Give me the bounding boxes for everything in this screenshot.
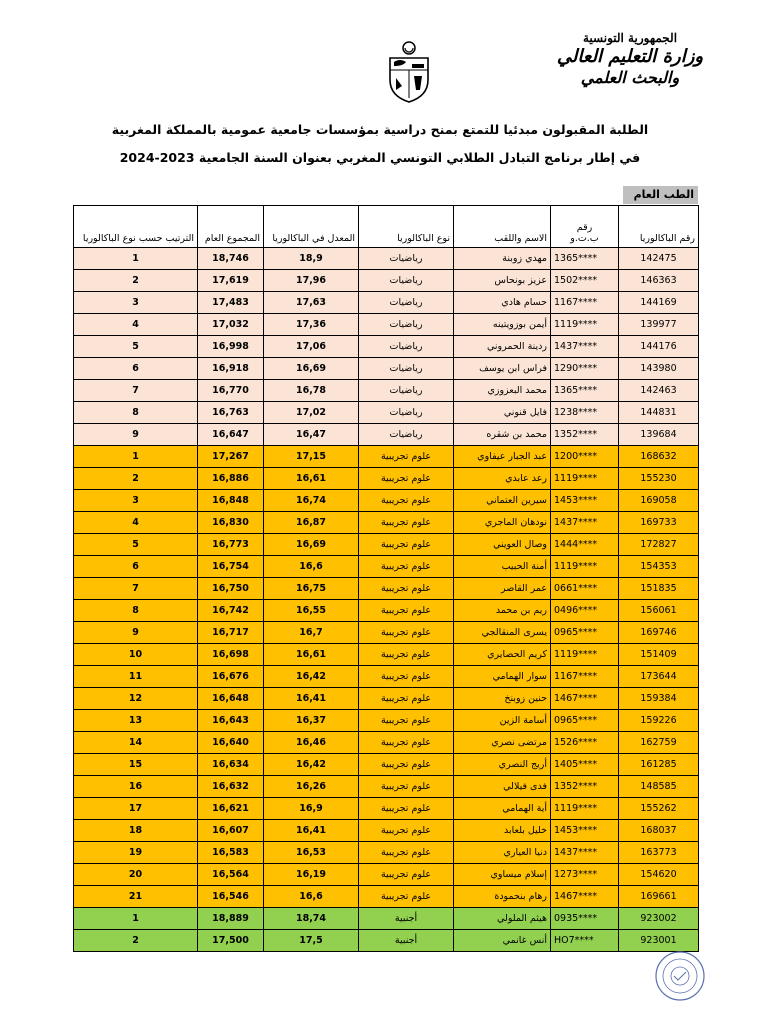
bac-type-cell: علوم تجريبية	[359, 666, 454, 688]
bac-number-cell: 161285	[619, 754, 699, 776]
table-row	[74, 380, 699, 402]
student-name-cell: أيمن بوزويتينه	[454, 314, 551, 336]
average-cell: 16,6	[264, 886, 359, 908]
table-row	[74, 248, 699, 270]
student-name-cell: فدى فيلالي	[454, 776, 551, 798]
bac-number-cell: 168037	[619, 820, 699, 842]
total-score-cell: 16,717	[198, 622, 264, 644]
total-score-cell: 18,746	[198, 248, 264, 270]
table-row	[74, 556, 699, 578]
rank-cell: 2	[74, 270, 198, 292]
table-row	[74, 446, 699, 468]
table-row	[74, 292, 699, 314]
total-score-cell: 16,742	[198, 600, 264, 622]
average-cell: 16,26	[264, 776, 359, 798]
average-cell: 16,7	[264, 622, 359, 644]
total-score-cell: 16,648	[198, 688, 264, 710]
table-row	[74, 314, 699, 336]
rank-cell: 7	[74, 578, 198, 600]
rank-cell: 8	[74, 600, 198, 622]
table-row	[74, 644, 699, 666]
id-number-cell: 1437****	[551, 336, 619, 358]
student-name-cell: سيرين العتماني	[454, 490, 551, 512]
rank-cell: 14	[74, 732, 198, 754]
bac-type-cell: رياضيات	[359, 314, 454, 336]
student-name-cell: إسلام ميساوي	[454, 864, 551, 886]
bac-type-cell: علوم تجريبية	[359, 644, 454, 666]
total-score-cell: 16,643	[198, 710, 264, 732]
bac-number-cell: 144169	[619, 292, 699, 314]
bac-type-cell: رياضيات	[359, 292, 454, 314]
total-score-cell: 16,754	[198, 556, 264, 578]
student-name-cell: عزيز بونحاس	[454, 270, 551, 292]
table-row	[74, 490, 699, 512]
bac-number-cell: 154353	[619, 556, 699, 578]
bac-type-cell: علوم تجريبية	[359, 446, 454, 468]
bac-number-cell: 142475	[619, 248, 699, 270]
student-name-cell: فراس ابن يوسف	[454, 358, 551, 380]
bac-number-cell: 154620	[619, 864, 699, 886]
average-cell: 16,41	[264, 820, 359, 842]
total-score-cell: 17,483	[198, 292, 264, 314]
bac-type-cell: علوم تجريبية	[359, 754, 454, 776]
id-number-cell: 1119****	[551, 644, 619, 666]
rank-cell: 4	[74, 314, 198, 336]
bac-type-cell: علوم تجريبية	[359, 820, 454, 842]
total-score-cell: 16,998	[198, 336, 264, 358]
bac-type-cell: أجنبية	[359, 908, 454, 930]
rank-cell: 19	[74, 842, 198, 864]
id-number-cell: 1502****	[551, 270, 619, 292]
id-number-cell: 0965****	[551, 622, 619, 644]
rank-cell: 20	[74, 864, 198, 886]
bac-number-cell: 148585	[619, 776, 699, 798]
bac-number-cell: 163773	[619, 842, 699, 864]
bac-number-cell: 173644	[619, 666, 699, 688]
bac-type-cell: رياضيات	[359, 270, 454, 292]
total-score-cell: 16,621	[198, 798, 264, 820]
average-cell: 17,02	[264, 402, 359, 424]
student-name-cell: أنس غانمي	[454, 930, 551, 952]
official-stamp-icon	[654, 950, 706, 1002]
rank-cell: 18	[74, 820, 198, 842]
id-number-cell: 1352****	[551, 424, 619, 446]
student-name-cell: عمر القاصر	[454, 578, 551, 600]
rank-cell: 3	[74, 490, 198, 512]
student-name-cell: ردينة الحمروني	[454, 336, 551, 358]
student-name-cell: حنين زوبنخ	[454, 688, 551, 710]
average-cell: 16,42	[264, 666, 359, 688]
id-number-cell: 1526****	[551, 732, 619, 754]
bac-number-cell: 168632	[619, 446, 699, 468]
total-score-cell: 16,830	[198, 512, 264, 534]
average-cell: 18,9	[264, 248, 359, 270]
rank-cell: 1	[74, 908, 198, 930]
average-cell: 16,87	[264, 512, 359, 534]
id-number-cell: 1119****	[551, 556, 619, 578]
bac-type-cell: علوم تجريبية	[359, 512, 454, 534]
bac-number-cell: 923001	[619, 930, 699, 952]
bac-number-cell: 156061	[619, 600, 699, 622]
total-score-cell: 16,886	[198, 468, 264, 490]
total-score-cell: 17,267	[198, 446, 264, 468]
total-score-cell: 16,607	[198, 820, 264, 842]
rank-cell: 4	[74, 512, 198, 534]
bac-type-cell: رياضيات	[359, 402, 454, 424]
ministry-line-2: والبحث العلمي	[580, 68, 680, 87]
average-cell: 16,37	[264, 710, 359, 732]
id-number-cell: 1405****	[551, 754, 619, 776]
student-name-cell: سوار الهمامي	[454, 666, 551, 688]
bac-number-cell: 169661	[619, 886, 699, 908]
bac-type-cell: علوم تجريبية	[359, 710, 454, 732]
table-row	[74, 622, 699, 644]
rank-cell: 16	[74, 776, 198, 798]
table-row	[74, 930, 699, 952]
student-name-cell: محمد بن شقره	[454, 424, 551, 446]
bac-type-cell: علوم تجريبية	[359, 468, 454, 490]
id-number-cell: 0935****	[551, 908, 619, 930]
average-cell: 16,42	[264, 754, 359, 776]
table-row	[74, 666, 699, 688]
bac-type-cell: علوم تجريبية	[359, 842, 454, 864]
id-number-cell: 1273****	[551, 864, 619, 886]
total-score-cell: 17,032	[198, 314, 264, 336]
ministry-line-1: وزارة التعليم العالي	[556, 46, 704, 67]
id-number-cell: 0965****	[551, 710, 619, 732]
bac-number-cell: 169058	[619, 490, 699, 512]
total-score-cell: 16,770	[198, 380, 264, 402]
id-number-cell: 1467****	[551, 688, 619, 710]
average-cell: 18,74	[264, 908, 359, 930]
bac-type-cell: علوم تجريبية	[359, 490, 454, 512]
id-number-cell: 1365****	[551, 380, 619, 402]
rank-cell: 11	[74, 666, 198, 688]
bac-type-cell: علوم تجريبية	[359, 600, 454, 622]
student-name-cell: أية الهمامي	[454, 798, 551, 820]
average-cell: 16,61	[264, 644, 359, 666]
total-score-cell: 16,763	[198, 402, 264, 424]
table-row	[74, 710, 699, 732]
average-cell: 16,6	[264, 556, 359, 578]
student-name-cell: محمد البعزوزي	[454, 380, 551, 402]
republic-label: الجمهورية التونسية	[582, 31, 678, 45]
rank-cell: 8	[74, 402, 198, 424]
id-number-cell: 0661****	[551, 578, 619, 600]
bac-type-cell: علوم تجريبية	[359, 732, 454, 754]
bac-type-cell: علوم تجريبية	[359, 578, 454, 600]
bac-number-cell: 159226	[619, 710, 699, 732]
student-name-cell: دنيا العياري	[454, 842, 551, 864]
bac-number-cell: 162759	[619, 732, 699, 754]
col-total: المجموع العام	[198, 206, 264, 248]
table-row	[74, 578, 699, 600]
total-score-cell: 16,546	[198, 886, 264, 908]
document-subtitle: في إطار برنامج التبادل الطلابي التونسي المغربي بعنوان السنة الجامعية 2023-2024	[119, 150, 641, 165]
bac-number-cell: 169733	[619, 512, 699, 534]
total-score-cell: 16,583	[198, 842, 264, 864]
average-cell: 16,75	[264, 578, 359, 600]
average-cell: 17,96	[264, 270, 359, 292]
table-row	[74, 688, 699, 710]
bac-type-cell: رياضيات	[359, 424, 454, 446]
rank-cell: 10	[74, 644, 198, 666]
bac-number-cell: 144176	[619, 336, 699, 358]
col-id-label-bottom: ب.ت.و	[570, 233, 599, 244]
col-id-number	[551, 206, 619, 248]
rank-cell: 5	[74, 336, 198, 358]
bac-number-cell: 139977	[619, 314, 699, 336]
id-number-cell: 1352****	[551, 776, 619, 798]
bac-type-cell: رياضيات	[359, 336, 454, 358]
total-score-cell: 17,619	[198, 270, 264, 292]
total-score-cell: 16,634	[198, 754, 264, 776]
bac-type-cell: علوم تجريبية	[359, 864, 454, 886]
student-name-cell: هيثم الملولي	[454, 908, 551, 930]
table-row	[74, 336, 699, 358]
id-number-cell: 1167****	[551, 666, 619, 688]
total-score-cell: 16,676	[198, 666, 264, 688]
rank-cell: 2	[74, 468, 198, 490]
total-score-cell: 16,750	[198, 578, 264, 600]
average-cell: 17,5	[264, 930, 359, 952]
average-cell: 16,47	[264, 424, 359, 446]
section-label: الطب العام	[623, 186, 698, 204]
total-score-cell: 17,500	[198, 930, 264, 952]
table-row	[74, 512, 699, 534]
id-number-cell: 1437****	[551, 512, 619, 534]
average-cell: 16,46	[264, 732, 359, 754]
col-bac-number: رقم الباكالوريا	[619, 206, 699, 248]
student-name-cell: رهام بنحمودة	[454, 886, 551, 908]
bac-type-cell: علوم تجريبية	[359, 886, 454, 908]
table-row	[74, 776, 699, 798]
bac-number-cell: 155230	[619, 468, 699, 490]
average-cell: 16,53	[264, 842, 359, 864]
id-number-cell: HO7****	[551, 930, 619, 952]
rank-cell: 6	[74, 358, 198, 380]
bac-number-cell: 144831	[619, 402, 699, 424]
table-row	[74, 864, 699, 886]
total-score-cell: 16,773	[198, 534, 264, 556]
rank-cell: 17	[74, 798, 198, 820]
student-name-cell: كريم الحصايري	[454, 644, 551, 666]
average-cell: 16,55	[264, 600, 359, 622]
table-row	[74, 468, 699, 490]
table-row	[74, 908, 699, 930]
bac-type-cell: أجنبية	[359, 930, 454, 952]
id-number-cell: 1467****	[551, 886, 619, 908]
student-name-cell: يسرى المنقالجي	[454, 622, 551, 644]
total-score-cell: 16,647	[198, 424, 264, 446]
id-number-cell: 1119****	[551, 798, 619, 820]
student-name-cell: عبد الجبار عيفاوي	[454, 446, 551, 468]
id-number-cell: 0496****	[551, 600, 619, 622]
bac-number-cell: 159384	[619, 688, 699, 710]
bac-number-cell: 143980	[619, 358, 699, 380]
bac-type-cell: رياضيات	[359, 358, 454, 380]
col-bac-type: نوع الباكالوريا	[359, 206, 454, 248]
rank-cell: 21	[74, 886, 198, 908]
id-number-cell: 1238****	[551, 402, 619, 424]
rank-cell: 13	[74, 710, 198, 732]
average-cell: 16,74	[264, 490, 359, 512]
rank-cell: 3	[74, 292, 198, 314]
rank-cell: 6	[74, 556, 198, 578]
table-row	[74, 402, 699, 424]
bac-number-cell: 151835	[619, 578, 699, 600]
table-row	[74, 842, 699, 864]
bac-number-cell: 923002	[619, 908, 699, 930]
id-number-cell: 1200****	[551, 446, 619, 468]
rank-cell: 12	[74, 688, 198, 710]
student-name-cell: رعد عابدي	[454, 468, 551, 490]
table-row	[74, 270, 699, 292]
student-name-cell: أمنة الحبيب	[454, 556, 551, 578]
bac-type-cell: علوم تجريبية	[359, 622, 454, 644]
average-cell: 17,36	[264, 314, 359, 336]
document-title: الطلبة المقبولون مبدئيا للتمتع بمنح دراسية بمؤسسات جامعية عمومية بالمملكة المغربية	[111, 122, 649, 137]
total-score-cell: 18,889	[198, 908, 264, 930]
bac-number-cell: 169746	[619, 622, 699, 644]
rank-cell: 1	[74, 446, 198, 468]
table-row	[74, 754, 699, 776]
bac-number-cell: 155262	[619, 798, 699, 820]
average-cell: 16,69	[264, 534, 359, 556]
id-number-cell: 1119****	[551, 314, 619, 336]
bac-number-cell: 172827	[619, 534, 699, 556]
col-rank: الترتيب حسب نوع الباكالوريا	[74, 206, 198, 248]
bac-type-cell: علوم تجريبية	[359, 776, 454, 798]
table-body	[74, 248, 699, 952]
id-number-cell: 1453****	[551, 820, 619, 842]
average-cell: 16,41	[264, 688, 359, 710]
student-name-cell: خليل بلعابد	[454, 820, 551, 842]
student-name-cell: وصال العويني	[454, 534, 551, 556]
rank-cell: 2	[74, 930, 198, 952]
average-cell: 16,69	[264, 358, 359, 380]
student-name-cell: نودهان الماجري	[454, 512, 551, 534]
bac-type-cell: رياضيات	[359, 248, 454, 270]
table-row	[74, 534, 699, 556]
rank-cell: 9	[74, 622, 198, 644]
id-number-cell: 1119****	[551, 468, 619, 490]
students-table	[73, 205, 699, 952]
bac-number-cell: 146363	[619, 270, 699, 292]
average-cell: 17,63	[264, 292, 359, 314]
student-name-cell: حسام هادي	[454, 292, 551, 314]
col-average: المعدل في الباكالوريا	[264, 206, 359, 248]
average-cell: 16,19	[264, 864, 359, 886]
table-header-row	[74, 206, 699, 248]
average-cell: 16,61	[264, 468, 359, 490]
total-score-cell: 16,632	[198, 776, 264, 798]
student-name-cell: أسامة الزين	[454, 710, 551, 732]
table-row	[74, 732, 699, 754]
bac-type-cell: علوم تجريبية	[359, 798, 454, 820]
student-name-cell: أريج النصري	[454, 754, 551, 776]
bac-type-cell: علوم تجريبية	[359, 534, 454, 556]
rank-cell: 15	[74, 754, 198, 776]
bac-type-cell: علوم تجريبية	[359, 556, 454, 578]
bac-type-cell: رياضيات	[359, 380, 454, 402]
rank-cell: 7	[74, 380, 198, 402]
id-number-cell: 1453****	[551, 490, 619, 512]
table-row	[74, 798, 699, 820]
table-row	[74, 358, 699, 380]
rank-cell: 5	[74, 534, 198, 556]
id-number-cell: 1167****	[551, 292, 619, 314]
student-name-cell: فايل قنوني	[454, 402, 551, 424]
total-score-cell: 16,918	[198, 358, 264, 380]
col-name: الاسم واللقب	[454, 206, 551, 248]
bac-number-cell: 142463	[619, 380, 699, 402]
total-score-cell: 16,564	[198, 864, 264, 886]
average-cell: 17,15	[264, 446, 359, 468]
bac-number-cell: 139684	[619, 424, 699, 446]
student-name-cell: مرتضى نصري	[454, 732, 551, 754]
total-score-cell: 16,848	[198, 490, 264, 512]
table-row	[74, 600, 699, 622]
id-number-cell: 1437****	[551, 842, 619, 864]
student-name-cell: مهدي زوبنة	[454, 248, 551, 270]
rank-cell: 1	[74, 248, 198, 270]
ministry-header	[540, 30, 720, 110]
total-score-cell: 16,640	[198, 732, 264, 754]
total-score-cell: 16,698	[198, 644, 264, 666]
average-cell: 17,06	[264, 336, 359, 358]
table-row	[74, 886, 699, 908]
rank-cell: 9	[74, 424, 198, 446]
id-number-cell: 1444****	[551, 534, 619, 556]
bac-type-cell: علوم تجريبية	[359, 688, 454, 710]
table-row	[74, 424, 699, 446]
tunisia-coat-of-arms-icon	[384, 40, 434, 104]
bac-number-cell: 151409	[619, 644, 699, 666]
student-name-cell: ريم بن محمد	[454, 600, 551, 622]
table-row	[74, 820, 699, 842]
id-number-cell: 1290****	[551, 358, 619, 380]
col-id-label-top: رقم	[576, 222, 593, 233]
id-number-cell: 1365****	[551, 248, 619, 270]
average-cell: 16,78	[264, 380, 359, 402]
average-cell: 16,9	[264, 798, 359, 820]
